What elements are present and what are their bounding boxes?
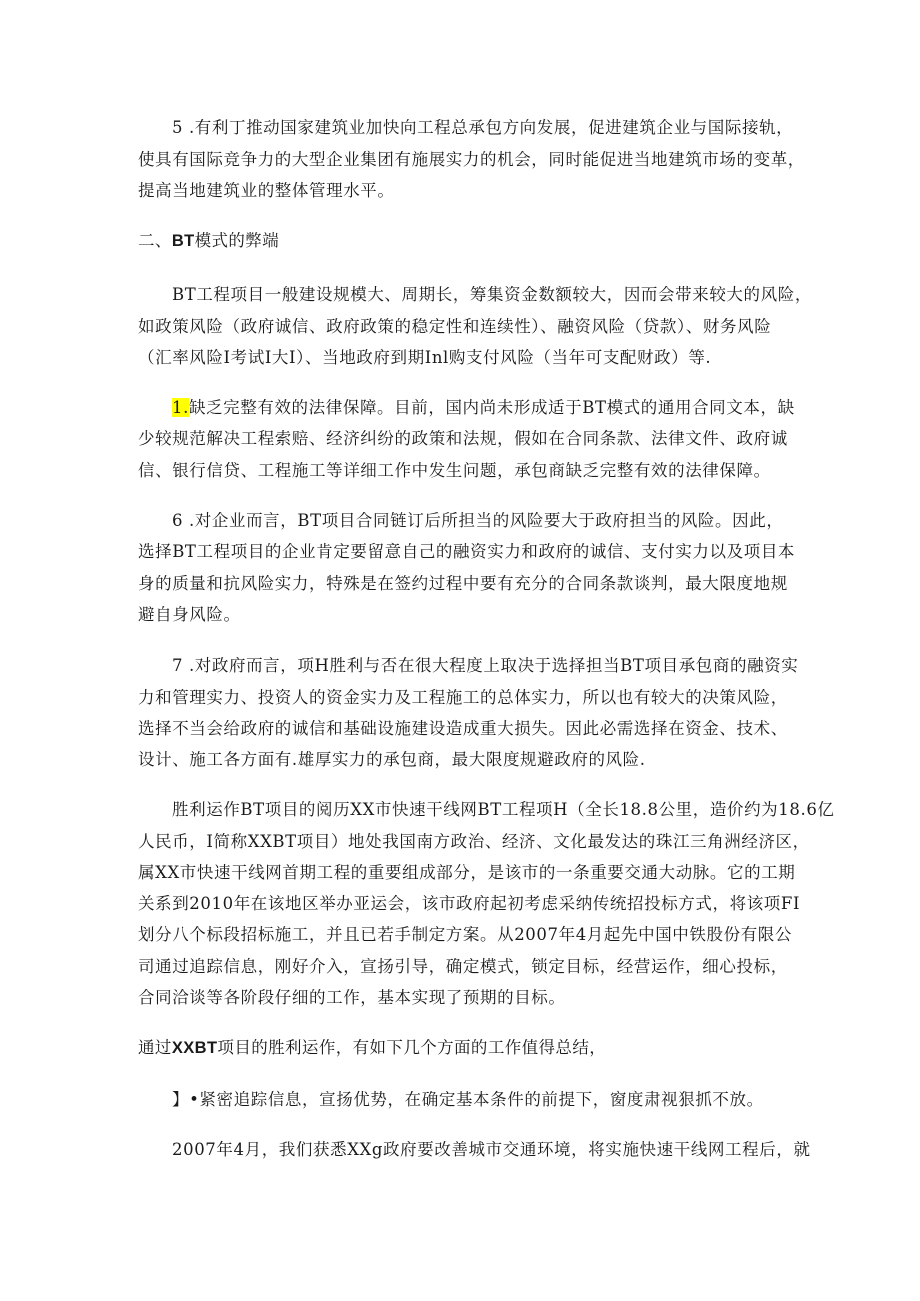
section-2-heading-bt: BT	[171, 232, 195, 250]
para-2007-line: 2007年4月，我们获悉XXg政府要改善城市交通环境，将实施快速干线网工程后，就	[172, 1140, 811, 1159]
para-case-line-6: 司通过追踪信息，刚好介入，宣扬引导，确定模式，锁定目标，经营运作，细心投标，	[138, 957, 788, 976]
para-7-line-2: 力和管理实力、投资人的资金实力及工程施工的总体实力，所以也有较大的决策风险，	[138, 688, 788, 707]
para-7-line-3: 选择不当会给政府的诚信和基础设施建设造成重大损失。因此必需选择在资金、技术、	[138, 719, 788, 738]
para-case-line-1: 胜利运作BT项目的阅历XX市快速干线网BT工程项H（全长18.8公里，造价约为18.6亿	[172, 800, 835, 819]
para-case-line-7: 合同洽谈等各阶段仔细的工作，基本实现了预期的目标。	[138, 988, 566, 1007]
para-case-line-2: 人民币，I简称XXBT项目）地处我国南方政治、经济、文化最发达的珠江三角洲经济区，	[138, 832, 810, 851]
point-1-line: 】•紧密追踪信息，宣扬优势，在确定基本条件的前提下，窗度肃视狠抓不放。	[172, 1090, 764, 1109]
para-6-line-3: 身的质量和抗风险实力，特殊是在签约过程中要有充分的合同条款谈判，最大限度地规	[138, 574, 788, 593]
section-2-heading-prefix: 二、	[138, 231, 172, 250]
para-case-line-3: 属XX市快速干线网首期工程的重要组成部分，是该市的一条重要交通大动脉。它的工期	[138, 863, 796, 882]
summary-heading-suffix: 项目的胜利运作，有如下几个方面的工作值得总结，	[217, 1038, 607, 1057]
para-risks-line-3: （汇率风险I考试I大I）、当地政府到期Inl购支付风险（当年可支配财政）等.	[138, 348, 712, 367]
para-1-line-1-text: 缺乏完整有效的法律保障。目前，国内尚未形成适于BT模式的通用合同文本，缺	[188, 398, 795, 417]
para-6-line-4: 避自身风险。	[138, 605, 241, 624]
para-case-line-4: 关系到2010年在该地区举办亚运会，该市政府起初考虑采纳传统招投标方式，将该项FI	[138, 894, 801, 913]
section-2-heading-suffix: 模式的弊端	[194, 231, 280, 250]
para-7-line-4: 设计、施工各方面有.雄厚实力的承包商，最大限度规避政府的风险.	[138, 750, 646, 769]
summary-heading	[138, 1038, 606, 1058]
para-case-line-5: 划分八个标段招标施工，并且已若手制定方案。从2007年4月起先中国中铁股份有限公	[138, 925, 792, 944]
section-2-heading	[138, 231, 279, 251]
para-6-line-1: 6 .对企业而言，BT项目合同链订后所担当的风险要大于政府担当的风险。因此，	[172, 511, 784, 530]
summary-heading-prefix: 通过	[138, 1038, 172, 1057]
summary-heading-xxbt: XXBT	[171, 1039, 218, 1057]
para-risks-line-1: BT工程项目一般建设规模大、周期长，筹集资金数额较大，因而会带来较大的风险，	[172, 285, 812, 304]
para-7-line-1: 7 .对政府而言，项H胜利与否在很大程度上取决于选择担当BT项目承包商的融资实	[172, 656, 799, 675]
para-6-line-2: 选择BT工程项目的企业肯定要留意自己的融资实力和政府的诚信、支付实力以及项目本	[138, 542, 796, 561]
para-5-line-3: 提高当地建筑业的整体管理水平。	[138, 181, 395, 200]
para-5-line-2: 使具有国际竞争力的大型企业集团有施展实力的机会，同时能促进当地建筑市场的变革，	[138, 150, 805, 169]
para-1-line-3: 信、银行信贷、工程施工等详细工作中发生问题，承包商缺乏完整有效的法律保障。	[138, 461, 771, 480]
para-5-line-1: 5 .有利丁推动国家建筑业加快向工程总承包方向发展，促进建筑企业与国际接轨，	[172, 118, 794, 137]
para-risks-line-2: 如政策风险（政府诚信、政府政策的稳定性和连续性）、融资风险（贷款）、财务风险	[138, 317, 772, 336]
para-1-line-2: 少较规范解决工程索赔、经济纠纷的政策和法规，假如在合同条款、法律文件、政府诚	[138, 429, 788, 448]
para-1-line-1	[172, 398, 795, 418]
highlighted-number: 1.	[172, 398, 189, 417]
